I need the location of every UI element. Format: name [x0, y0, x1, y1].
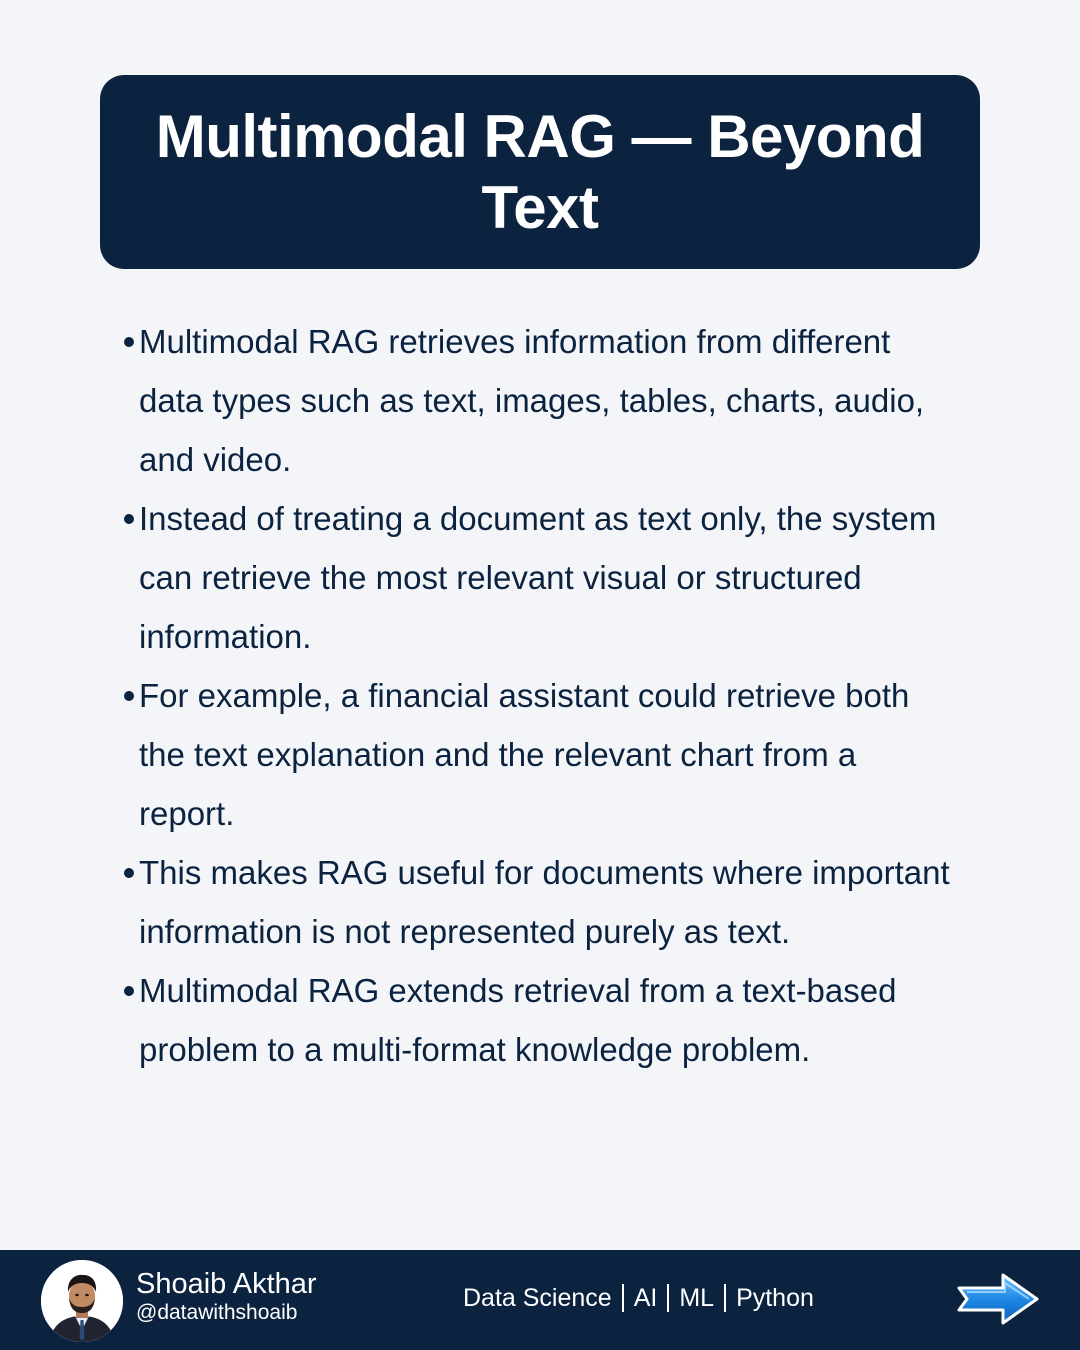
list-item: Instead of treating a document as text only, the system can retrieve the most relevant visual or structured information. [120, 489, 960, 666]
list-item: For example, a financial assistant could retrieve both the text explanation and the relevant chart from a report. [120, 666, 960, 843]
list-item: This makes RAG useful for documents where important information is not represented purely as text. [120, 843, 960, 961]
separator [667, 1284, 669, 1312]
topic-tag: Python [736, 1284, 814, 1312]
bullet-dot-icon [124, 514, 134, 524]
list-item: Multimodal RAG extends retrieval from a text-based problem to a multi-format knowledge problem. [120, 961, 960, 1079]
bullet-list [120, 312, 960, 1079]
topic-tags [463, 1283, 814, 1313]
separator [622, 1284, 624, 1312]
arrow-right-icon [955, 1270, 1041, 1328]
title-card [100, 75, 980, 269]
next-slide-button[interactable] [955, 1270, 1041, 1328]
bullet-dot-icon [124, 337, 134, 347]
bullet-dot-icon [124, 868, 134, 878]
author-handle: @datawithshoaib [136, 1301, 298, 1324]
bullet-dot-icon [124, 986, 134, 996]
author-name: Shoaib Akthar [136, 1268, 317, 1300]
avatar-portrait-icon [41, 1260, 123, 1342]
list-item: Multimodal RAG retrieves information from different data types such as text, images, tables, charts, audio, and video. [120, 312, 960, 489]
topic-tag: ML [679, 1284, 715, 1312]
topic-tag: AI [633, 1284, 658, 1312]
footer-bar [0, 1250, 1080, 1350]
page-title: Multimodal RAG — Beyond Text [155, 103, 925, 241]
topic-tag: Data Science [463, 1284, 612, 1312]
separator [724, 1284, 726, 1312]
avatar [41, 1260, 123, 1342]
bullet-dot-icon [124, 691, 134, 701]
